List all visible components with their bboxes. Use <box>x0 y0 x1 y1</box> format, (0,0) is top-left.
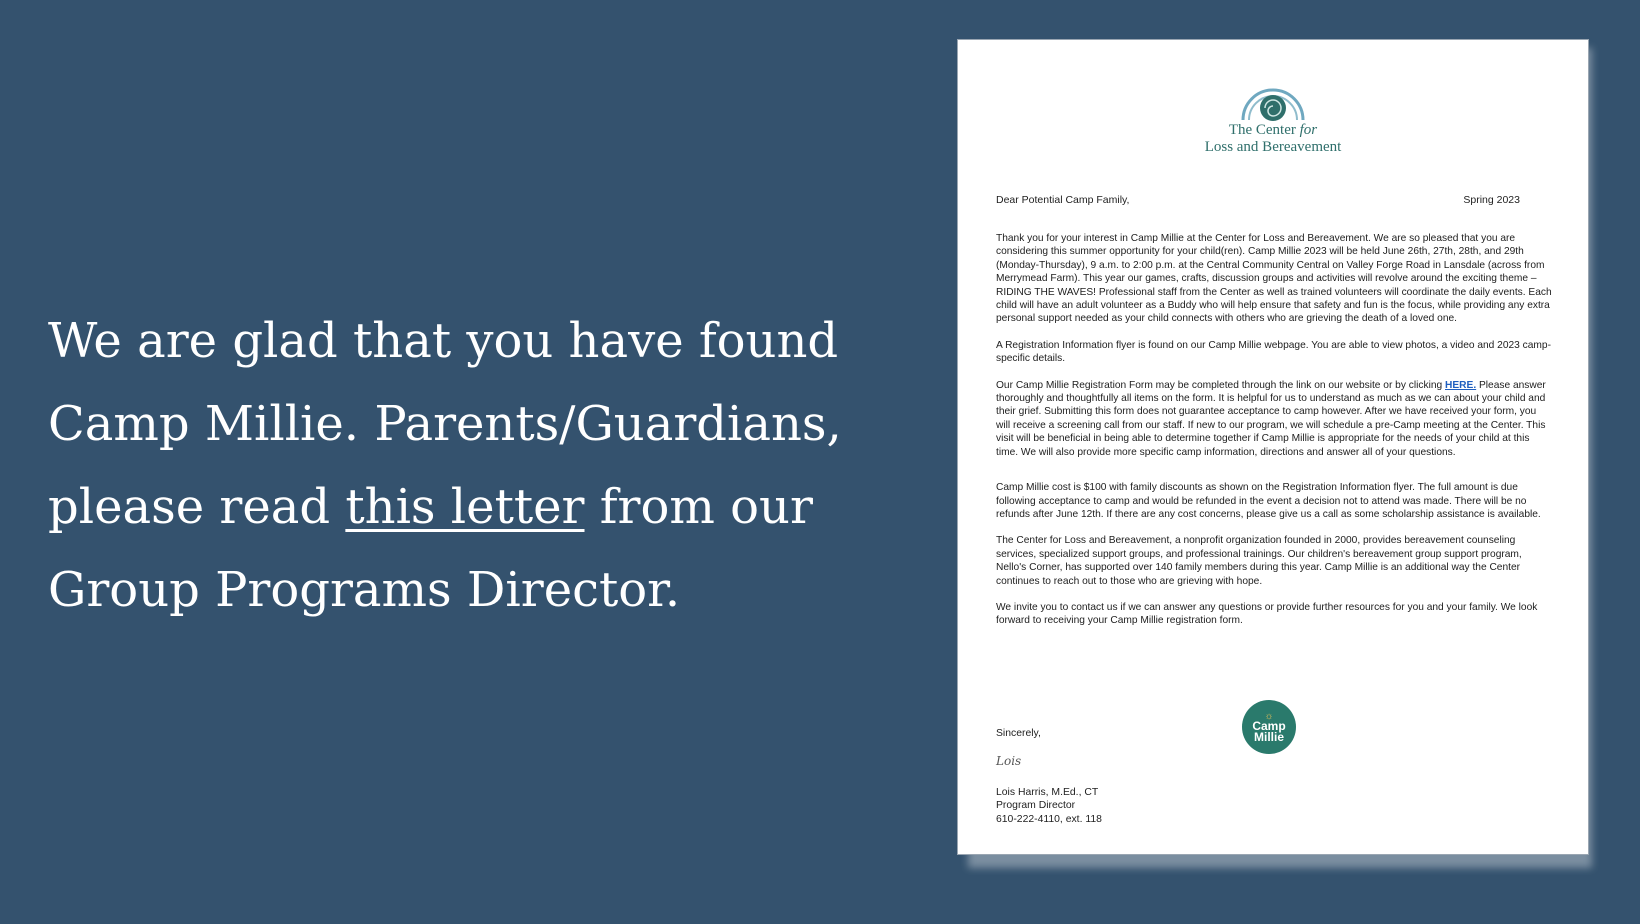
nautilus-shell-icon <box>1240 86 1306 122</box>
signature: Lois <box>996 754 1022 768</box>
letter-header-row <box>996 194 1520 206</box>
paragraph-cost: Camp Millie cost is $100 with family discounts as shown on the Registration Information flyer. The full amount is due following acceptance to camp and would be refunded in the event a decision not to attend was made. There will be no refunds after June 12th. If there are any cost concerns, please give us a call as some scholarship assistance is available. <box>996 482 1541 520</box>
badge-line1: Camp <box>1252 718 1286 733</box>
paragraph-flyer: A Registration Information flyer is found on our Camp Millie webpage. You are able to view photos, a video and 2023 camp-specific details. <box>996 339 1551 365</box>
registration-link[interactable]: HERE. <box>1445 379 1477 391</box>
signer-name: Lois Harris, M.Ed., CT <box>996 787 1099 798</box>
center-logo <box>958 86 1588 156</box>
letter-body <box>996 232 1552 641</box>
sun-icon: ☼ <box>1264 710 1274 722</box>
letter-link[interactable]: this letter <box>345 479 585 535</box>
camp-millie-logo <box>1242 700 1296 754</box>
headline-text-after: from our Group Programs Director. <box>48 479 813 618</box>
signature-block <box>996 786 1102 826</box>
paragraph-about: The Center for Loss and Bereavement, a nonprofit organization founded in 2000, provides bereavement counseling services, specialized support groups, and professional trainings. Our children's bereavement group support program, Nello's Corner, has supported over 140 family members during this year. Camp Millie is an additional way the Center continues to reach out to those who are grieving with hope. <box>996 535 1522 587</box>
signer-phone: 610-222-4110, ext. 118 <box>996 813 1102 825</box>
letter-document[interactable] <box>957 39 1589 855</box>
badge-line2: Millie <box>1253 729 1284 744</box>
signer-title: Program Director <box>996 800 1076 812</box>
salutation: Dear Potential Camp Family, <box>996 194 1130 206</box>
paragraph-intro: Thank you for your interest in Camp Millie at the Center for Loss and Bereavement. We are so pleased that you are considering this summer opportunity for your child(ren). Camp Millie 2023 will be held June 26th, 27th, 28th, and 29th (Monday-Thursday), 9 a.m. to 2:00 p.m. at the Central Community Central on Valley Forge Road in Lansdale (across from Merrymead Farm). This year our games, crafts, discussion groups and activities will revolve around the exciting theme – RIDING THE WAVES! Professional staff from the Center as well as trained volunteers will coordinate the daily events. Each child will have an adult volunteer as a Buddy who will help ensure that safety and fun is the focus, while providing any extra personal support needed as your child connects with others who are grieving the death of a loved one. <box>996 233 1552 325</box>
letter-date: Spring 2023 <box>1463 194 1520 206</box>
paragraph-contact: We invite you to contact us if we can answer any questions or provide further resources for you and your family. We look forward to receiving your Camp Millie registration form. <box>996 601 1538 627</box>
sincerely: Sincerely, <box>996 728 1041 739</box>
headline <box>48 300 928 632</box>
logo-title-line2: Loss and Bereavement <box>1204 139 1342 155</box>
headline-text-before: We are glad that you have found Camp Millie. Parents/Guardians, please read <box>48 313 842 535</box>
paragraph-registration: Our Camp Millie Registration Form may be completed through the link on our website or by clicking HERE. Please answer thoroughly and thoughtfully all items on the form. It is helpful for us to understand as much as we can about your child and their grief. Submitting this form does not guarantee acceptance to camp however. After we have received your form, you will receive a screening call from our staff. If new to our program, we will schedule a pre-Camp meeting at the Center. This visit will be beneficial in being able to determine together if Camp Millie is appropriate for the needs of your child at this time. We will also provide more specific camp information, directions and answer all of your questions. <box>996 379 1546 458</box>
logo-title-line1: The Center for <box>1228 122 1318 138</box>
